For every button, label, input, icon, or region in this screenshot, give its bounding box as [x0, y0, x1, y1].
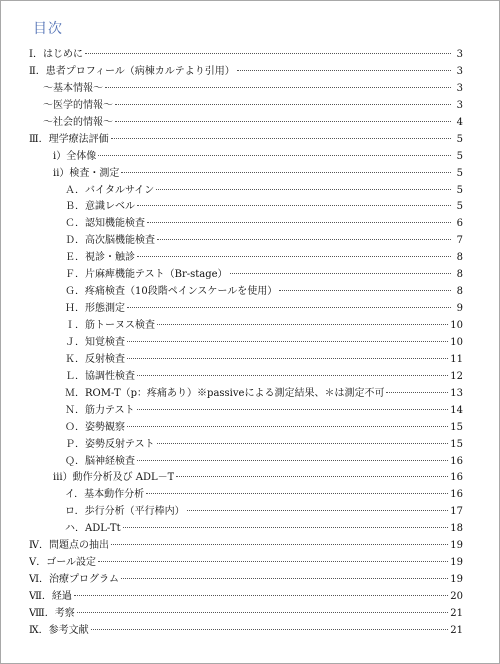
toc-entry[interactable]: [29, 538, 463, 555]
toc-entry-label: ⅲ）動作分析及び ADL－T: [53, 472, 175, 484]
toc-dot-leader: [157, 239, 451, 240]
toc-entry-label: Ｃ．認知機能検査: [65, 218, 145, 230]
toc-entry-label: Ⅱ．患者プロフィール（病棟カルテより引用）: [29, 65, 235, 77]
toc-entry[interactable]: [29, 183, 463, 200]
toc-dot-leader: [111, 138, 451, 139]
toc-dot-leader: [85, 53, 451, 54]
toc-entry-page-number: 18: [450, 523, 463, 535]
toc-entry-page-number: 10: [450, 336, 463, 348]
toc-entry-label: Ⅲ．理学療法評価: [29, 133, 109, 145]
toc-entry-page-number: 6: [456, 218, 463, 230]
toc-entry-page-number: 8: [456, 269, 463, 281]
toc-entry[interactable]: [29, 233, 463, 250]
toc-entry-label: Ⅴ．ゴール設定: [29, 557, 97, 569]
toc-entry-label: Ｐ．姿勢反射テスト: [65, 438, 155, 450]
toc-entry-label: Ｏ．姿勢観察: [65, 421, 125, 433]
toc-entry-page-number: 21: [450, 607, 463, 619]
toc-entry[interactable]: [29, 250, 463, 267]
toc-entry-page-number: 15: [450, 438, 463, 450]
toc-entry[interactable]: [29, 487, 463, 504]
toc-entry[interactable]: [29, 470, 463, 487]
toc-entry[interactable]: [29, 199, 463, 216]
toc-dot-leader: [237, 70, 451, 71]
toc-dot-leader: [91, 629, 449, 630]
toc-entry-label: ～基本情報～: [43, 82, 103, 94]
toc-dot-leader: [77, 612, 449, 613]
toc-dot-leader: [137, 460, 448, 461]
toc-entry-label: Ⅳ．問題点の抽出: [29, 540, 109, 552]
toc-dot-leader: [127, 307, 451, 308]
toc-entry-page-number: 19: [450, 574, 463, 586]
toc-entry-label: Ｉ．筋トーヌス検査: [65, 320, 155, 331]
toc-entry[interactable]: [29, 64, 463, 81]
toc-dot-leader: [137, 409, 449, 410]
toc-dot-leader: [74, 595, 448, 596]
toc-dot-leader: [115, 104, 451, 105]
toc-entry-label: Ｂ．意識レベル: [65, 201, 135, 213]
toc-entry[interactable]: [29, 98, 463, 115]
toc-entry-label: Ｇ．疼痛検査（10段階ペインスケールを使用）: [65, 286, 278, 298]
toc-entry-page-number: 14: [450, 404, 463, 416]
toc-entry[interactable]: [29, 589, 463, 606]
toc-entry[interactable]: [29, 369, 463, 386]
toc-entry-page-number: 8: [456, 252, 463, 264]
toc-dot-leader: [127, 358, 448, 359]
toc-dot-leader: [121, 172, 451, 173]
toc-entry-page-number: 7: [456, 235, 463, 247]
toc-entry-page-number: 5: [456, 133, 463, 145]
toc-entry-page-number: 19: [450, 540, 463, 552]
toc-dot-leader: [137, 256, 451, 257]
toc-title: 目次: [33, 21, 63, 37]
toc-dot-leader: [98, 155, 451, 156]
toc-dot-leader: [279, 290, 451, 291]
toc-entry[interactable]: [29, 132, 463, 149]
toc-entry-page-number: 16: [450, 489, 463, 501]
toc-entry-label: Ｍ．ROM-T（p：疼痛あり）※passiveによる測定結果、＊は測定不可: [65, 387, 385, 399]
toc-entry-label: イ．基本動作分析: [65, 489, 145, 501]
toc-entry-page-number: 5: [456, 150, 463, 162]
toc-entry[interactable]: [29, 149, 463, 166]
toc-entry-label: Ｄ．高次脳機能検査: [65, 235, 155, 247]
toc-entry[interactable]: [29, 386, 463, 403]
toc-entry[interactable]: [29, 437, 463, 454]
toc-entry-page-number: 12: [450, 370, 463, 382]
toc-entry[interactable]: [29, 454, 463, 471]
toc-entry[interactable]: [29, 352, 463, 369]
toc-entry-page-number: 21: [450, 624, 463, 636]
toc-entry[interactable]: [29, 504, 463, 521]
toc-entry-label: ロ．歩行分析（平行棒内）: [65, 506, 185, 518]
toc-dot-leader: [137, 205, 451, 206]
toc-entry-page-number: 5: [456, 167, 463, 179]
toc-dot-leader: [386, 392, 448, 393]
toc-dot-leader: [187, 510, 449, 511]
toc-entry-page-number: 3: [456, 49, 463, 60]
toc-entry-label: Ｎ．筋力テスト: [65, 404, 135, 416]
toc-entry-label: Ｑ．脳神経検査: [65, 455, 135, 467]
toc-dot-leader: [111, 544, 448, 545]
toc-entry-label: Ⅷ．考察: [29, 607, 75, 619]
toc-entry-label: Ｅ．視診・触診: [65, 252, 135, 264]
toc-entry[interactable]: [29, 521, 463, 538]
toc-entry-page-number: 19: [450, 557, 463, 569]
toc-entry[interactable]: [29, 81, 463, 98]
toc-entry-page-number: 17: [450, 506, 463, 518]
toc-entry-label: Ｆ．片麻痺機能テスト（Br-stage）: [65, 269, 228, 281]
toc-entry[interactable]: [29, 606, 463, 623]
toc-entry-page-number: 3: [456, 99, 463, 111]
toc-entry-label: Ⅰ．はじめに: [29, 49, 83, 60]
toc-dot-leader: [127, 426, 448, 427]
toc-entry-page-number: 20: [450, 591, 463, 602]
toc-entry-label: Ｋ．反射検査: [65, 353, 125, 365]
toc-entry[interactable]: [29, 115, 463, 132]
toc-entry[interactable]: [29, 572, 463, 589]
toc-entry-page-number: 13: [450, 387, 463, 399]
toc-dot-leader: [157, 443, 449, 444]
toc-entry[interactable]: [29, 335, 463, 352]
toc-dot-leader: [115, 121, 451, 122]
toc-entry-label: Ｌ．協調性検査: [65, 370, 135, 382]
toc-entry[interactable]: [29, 47, 463, 64]
toc-dot-leader: [156, 189, 451, 190]
toc-entry-label: ～社会的情報～: [43, 116, 113, 128]
toc-entry-label: Ｈ．形態測定: [65, 303, 125, 315]
toc-dot-leader: [137, 375, 448, 376]
toc-entry-label: Ⅶ．経過: [29, 591, 72, 602]
toc-entry-page-number: 5: [456, 201, 463, 213]
toc-entry-page-number: 15: [450, 421, 463, 433]
toc-entry-page-number: 9: [456, 303, 463, 315]
toc-entry-page-number: 16: [450, 472, 463, 484]
toc-entry[interactable]: [29, 318, 463, 335]
toc-entry-page-number: 8: [456, 286, 463, 298]
toc-entry[interactable]: [29, 216, 463, 233]
toc-entry-label: Ⅸ．参考文献: [29, 624, 89, 636]
toc-dot-leader: [127, 341, 448, 342]
toc-entry-page-number: 5: [456, 184, 463, 196]
toc-dot-leader: [105, 87, 451, 88]
toc-dot-leader: [146, 493, 448, 494]
toc-dot-leader: [123, 527, 449, 528]
toc-entry-label: ハ．ADL-Tt: [65, 523, 121, 535]
toc-dot-leader: [147, 222, 451, 223]
toc-dot-leader: [176, 476, 448, 477]
toc-entry-page-number: 16: [450, 455, 463, 467]
toc-list: [29, 47, 463, 640]
toc-entry[interactable]: [29, 166, 463, 183]
toc-entry-page-number: 10: [450, 320, 463, 331]
toc-entry[interactable]: [29, 284, 463, 301]
toc-entry-page-number: 11: [450, 353, 463, 365]
toc-entry-label: Ⅵ．治療プログラム: [29, 574, 119, 586]
toc-entry-page-number: 3: [456, 82, 463, 94]
toc-entry-page-number: 3: [456, 65, 463, 77]
toc-entry-label: ⅱ）検査・測定: [53, 167, 120, 179]
toc-dot-leader: [121, 578, 448, 579]
toc-entry[interactable]: [29, 301, 463, 318]
toc-entry-label: ⅰ）全体像: [53, 150, 97, 162]
toc-entry[interactable]: [29, 267, 463, 284]
toc-entry-label: ～医学的情報～: [43, 99, 113, 111]
toc-entry[interactable]: [29, 555, 463, 572]
toc-entry[interactable]: [29, 403, 463, 420]
toc-entry-label: Ｊ．知覚検査: [65, 336, 125, 348]
toc-entry-label: Ａ．バイタルサイン: [65, 184, 155, 196]
toc-dot-leader: [157, 324, 448, 325]
toc-dot-leader: [98, 561, 448, 562]
toc-entry-page-number: 4: [456, 116, 463, 128]
toc-entry[interactable]: [29, 623, 463, 640]
toc-entry[interactable]: [29, 420, 463, 437]
toc-dot-leader: [230, 273, 451, 274]
